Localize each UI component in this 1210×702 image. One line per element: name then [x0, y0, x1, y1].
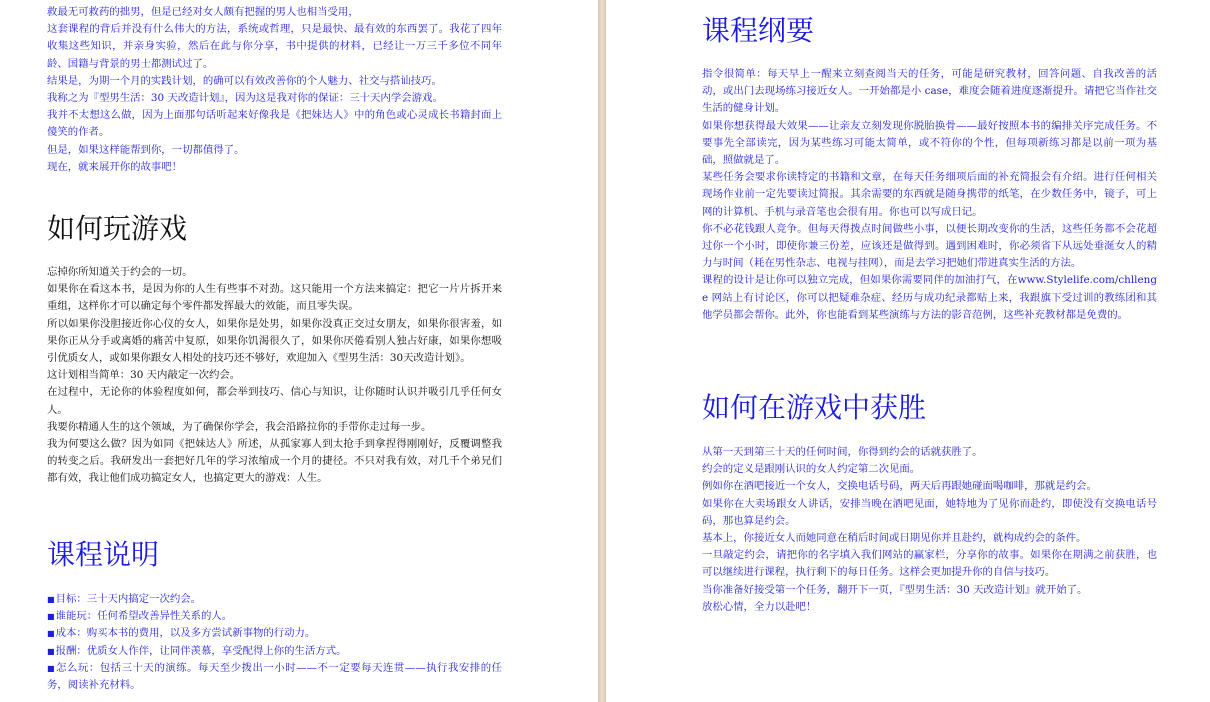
body-paragraph: 这计划相当简单：30 天内敲定一次约会。	[47, 369, 241, 382]
body-paragraph: 例如你在酒吧接近一个女人，交换电话号码，两天后再跟她碰面喝咖啡，那就是约会。	[702, 480, 1097, 493]
left-page	[0, 0, 598, 702]
body-paragraph: 约会的定义是跟刚认识的女人约定第二次见面。	[702, 463, 921, 476]
body-paragraph: 如果你在看这本书，是因为你的人生有些事不对劲。这只能用一个方法来搞定：把它一片片拆开来重组，这样你才可以确定每个零件都发挥最大的效能，而且零失误。	[47, 283, 502, 313]
body-paragraph: 在过程中，无论你的体验程度如何，都会举到技巧、信心与知识，让你随时认识并吸引几乎任何女人。	[47, 386, 502, 416]
intro-section	[47, 4, 502, 176]
body-paragraph: 放松心情，全力以赴吧！	[702, 600, 817, 613]
bullet-item: ■ 成本：购买本书的费用，以及多方尝试新事物的行动力。	[47, 625, 502, 642]
intro-paragraph: 救最无可救药的拙男，但是已经对女人颇有把握的男人也相当受用，	[47, 6, 359, 18]
body-paragraph: 指令很简单：每天早上一醒来立刻查阅当天的任务，可能是研究教材，回答问题、自我改善的活动，或出门去现场练习接近女人。一开始都是小 case，难度会随着进度逐渐提升。请把它当作社交生活的健身计划。	[702, 68, 1157, 115]
section-title-course-outline: 课程纲要	[702, 14, 815, 47]
intro-paragraph: 我并不太想这么做，因为上面那句话听起来好像我是《把妹达人》中的角色或心灵成长书籍封面上傻笑的作者。	[47, 109, 502, 139]
intro-paragraph: 这套课程的背后并没有什么伟大的方法，系统或哲理，只是最快、最有效的东西罢了。我花了四年收集这些知识，并亲身实验，然后在此与你分享，书中提供的材料，已经让一万三千多位不同年龄、国籍与背景的男士都测试过了。	[47, 23, 502, 70]
body-paragraph: 从第一天到第三十天的任何时间，你得到约会的话就获胜了。	[702, 446, 983, 458]
course-outline-section	[702, 66, 1157, 324]
body-paragraph: 如果你在大卖场跟女人讲话，安排当晚在酒吧见面，她特地为了见你而赴约，即使没有交换电话号码，那也算是约会。	[702, 497, 1157, 527]
body-paragraph: 忘掉你所知道关于约会的一切。	[47, 266, 193, 278]
intro-paragraph: 但是，如果这样能帮到你，一切都值得了。	[47, 143, 245, 156]
section-title-how-to-play: 如何玩游戏	[47, 212, 188, 245]
intro-paragraph: 我称之为『型男生活：30 天改造计划』，因为这是我对你的保证：三十天内学会游戏。	[47, 92, 443, 105]
body-paragraph: 我要你精通人生的这个领域，为了确保你学会，我会沿路拉你的手带你走过每一步。	[47, 420, 432, 433]
bullet-item: ■ 报酬：优质女人作伴，让同伴羡慕，享受配得上你的生活方式。	[47, 643, 502, 660]
body-paragraph: 所以如果你没胆接近你心仪的女人，如果你是处男，如果你没真正交过女朋友，如果你很害羞，如果你正从分手或离婚的痛苦中复原，如果你饥渴很久了，如果你厌倦看别人独占好康，如果你想吸引优质女人，或如果你跟女人相处的技巧还不够好，欢迎加入《型男生活：30天改造计划》。	[47, 317, 502, 365]
body-paragraph: 你不必花钱跟人竞争。但每天得拨点时间做些小事，以便长期改变你的生活，这些任务都不会花超过你一个小时，即使你兼三份差，应该还是做得到。遇到困难时，你必须省下从远处垂涎女人的精力与时间（耗在男性杂志、电视与挂网），而是去学习把她们带进真实生活的方法。	[702, 222, 1157, 270]
right-page	[606, 0, 1210, 702]
body-paragraph: 课程的设计是让你可以独立完成，但如果你需要同伴的加油打气，在www.Stylelife.com/chllenge 网站上有讨论区，你可以把疑难杂症、经历与成功纪录都贴上来，我跟旗下受过训的教练团和其他学员都会帮你。此外，你也能看到某些演练与方法的影音范例，这些补充教材都是免费的。	[702, 274, 1157, 321]
body-paragraph: 如果你想获得最大效果——让亲友立刻发现你脱胎换骨——最好按照本书的编排关序完成任务。不要事先全部读完，因为某些练习可能太简单，或不符你的个性，但每项新练习都是以前一项为基础，照做就是了。	[702, 119, 1157, 167]
body-paragraph: 我为何要这么做？因为如同《把妹达人》所述，从孤家寡人到太抢手到拿捏得刚刚好，反覆调整我的转变之后。我研发出一套把好几年的学习浓缩成一个月的捷径。不只对我有效，对几千个弟兄们都有效，我让他们成功搞定女人，也搞定更大的游戏：人生。	[47, 438, 502, 485]
bullet-item: ■ 目标：三十天内搞定一次约会。	[47, 591, 502, 608]
body-paragraph: 当你准备好接受第一个任务，翻开下一页，『型男生活：30 天改造计划』就开始了。	[702, 583, 1088, 596]
course-bullets	[47, 591, 502, 694]
book-gutter	[598, 0, 606, 702]
body-paragraph: 某些任务会要求你读特定的书籍和文章，在每天任务细项后面的补充简报会有介绍。进行任何相关现场作业前一定先要读过简报。其余需要的东西就是随身携带的纸笔，在少数任务中，镜子，可上网的计算机、手机与录音笔也会很有用。你也可以写成日记。	[702, 171, 1157, 218]
intro-paragraph: 结果是，为期一个月的实践计划，的确可以有效改善你的个人魅力、社交与搭讪技巧。	[47, 74, 442, 87]
section-title-course-description: 课程说明	[47, 538, 160, 571]
how-to-win-section	[702, 444, 1157, 616]
section-title-how-to-win: 如何在游戏中获胜	[702, 391, 927, 424]
body-paragraph: 基本上，你接近女人而她同意在稍后时间或日期见你并且赴约，就构成约会的条件。	[702, 532, 1087, 545]
bullet-item: ■ 谁能玩：任何希望改善异性关系的人。	[47, 608, 502, 625]
bullet-item: ■ 怎么玩：包括三十天的演练。每天至少拨出一小时——不一定要每天连贯——执行我安排的任务，阅读补充材料。	[47, 660, 502, 694]
how-to-play-section	[47, 264, 502, 488]
intro-paragraph: 现在，就来展开你的故事吧！	[47, 160, 183, 173]
body-paragraph: 一旦敲定约会，请把你的名字填入我们网站的赢家栏，分享你的故事。如果你在期满之前获胜，也可以继续进行课程，执行剩下的每日任务。这样会更加提升你的自信与技巧。	[702, 549, 1157, 579]
